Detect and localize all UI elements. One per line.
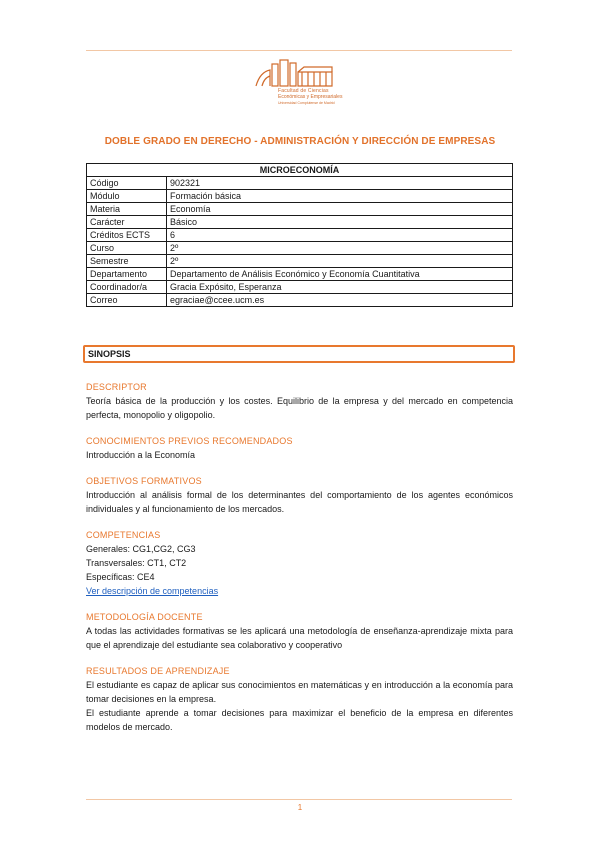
row-key: Código xyxy=(87,177,167,190)
descriptor-text: Teoría básica de la producción y los costes. Equilibrio de la empresa y del mercado en competencia perfecta, monopolio y oligopolio. xyxy=(86,396,513,420)
logo-line-3: Universidad Complutense de Madrid xyxy=(278,101,335,105)
competencias-heading: COMPETENCIAS xyxy=(86,530,161,540)
logo-line-2: Económicas y Empresariales xyxy=(278,94,343,100)
table-header: MICROECONOMÍA xyxy=(87,164,513,177)
table-row xyxy=(87,255,513,268)
row-value: Básico xyxy=(167,216,513,229)
row-value: 2º xyxy=(167,242,513,255)
row-key: Carácter xyxy=(87,216,167,229)
row-key: Créditos ECTS xyxy=(87,229,167,242)
row-key: Correo xyxy=(87,294,167,307)
page-title: DOBLE GRADO EN DERECHO - ADMINISTRACIÓN Y DIRECCIÓN DE EMPRESAS xyxy=(104,136,496,147)
row-key: Coordinador/a xyxy=(87,281,167,294)
row-key: Curso xyxy=(87,242,167,255)
row-value: Economía xyxy=(167,203,513,216)
competencias-transversales: Transversales: CT1, CT2 xyxy=(86,558,187,568)
table-row xyxy=(87,281,513,294)
metodologia-heading: METODOLOGÍA DOCENTE xyxy=(86,612,203,622)
course-info-table xyxy=(86,163,513,307)
faculty-logo xyxy=(252,58,343,110)
conocimientos-text: Introducción a la Economía xyxy=(86,450,196,460)
objetivos-text: Introducción al análisis formal de los determinantes del comportamiento de los agentes económicos individuales y al funcionamiento de los mercados. xyxy=(86,490,513,514)
logo-line-1: Facultad de Ciencias xyxy=(278,88,329,94)
resultados-text-1: El estudiante es capaz de aplicar sus conocimientos en matemáticas y en introducción a la economía para tomar decisiones en la empresa. xyxy=(86,680,513,704)
row-value: 6 xyxy=(167,229,513,242)
building-logo-icon xyxy=(252,58,336,88)
header-rule xyxy=(86,50,512,51)
competencias-link[interactable]: Ver descripción de competencias xyxy=(86,586,219,596)
row-value: Departamento de Análisis Económico y Economía Cuantitativa xyxy=(167,268,513,281)
metodologia-text: A todas las actividades formativas se les aplicará una metodología de enseñanza-aprendizaje mixta para que el aprendizaje del estudiante sea colaborativo y cooperativo xyxy=(86,626,513,650)
row-key: Departamento xyxy=(87,268,167,281)
table-row xyxy=(87,203,513,216)
row-key: Materia xyxy=(87,203,167,216)
row-key: Semestre xyxy=(87,255,167,268)
row-value: 902321 xyxy=(167,177,513,190)
page-number: 1 xyxy=(297,803,303,812)
competencias-especificas: Específicas: CE4 xyxy=(86,572,155,582)
sinopsis-header: SINOPSIS xyxy=(83,345,515,363)
table-row xyxy=(87,268,513,281)
table-row xyxy=(87,242,513,255)
descriptor-heading: DESCRIPTOR xyxy=(86,382,147,392)
competencias-generales: Generales: CG1,CG2, CG3 xyxy=(86,544,196,554)
row-value: egraciae@ccee.ucm.es xyxy=(167,294,513,307)
resultados-heading: RESULTADOS DE APRENDIZAJE xyxy=(86,666,230,676)
row-key: Módulo xyxy=(87,190,167,203)
conocimientos-heading: CONOCIMIENTOS PREVIOS RECOMENDADOS xyxy=(86,436,293,446)
footer-rule xyxy=(86,799,512,800)
objetivos-heading: OBJETIVOS FORMATIVOS xyxy=(86,476,202,486)
logo-text xyxy=(278,88,342,106)
table-row xyxy=(87,294,513,307)
table-row xyxy=(87,190,513,203)
table-row xyxy=(87,177,513,190)
row-value: Formación básica xyxy=(167,190,513,203)
table-row xyxy=(87,229,513,242)
syllabus-content xyxy=(86,380,513,734)
resultados-text-2: El estudiante aprende a tomar decisiones para maximizar el beneficio de la empresa en diferentes modelos de mercado. xyxy=(86,708,513,732)
row-value: Gracia Expósito, Esperanza xyxy=(167,281,513,294)
row-value: 2º xyxy=(167,255,513,268)
table-row xyxy=(87,216,513,229)
